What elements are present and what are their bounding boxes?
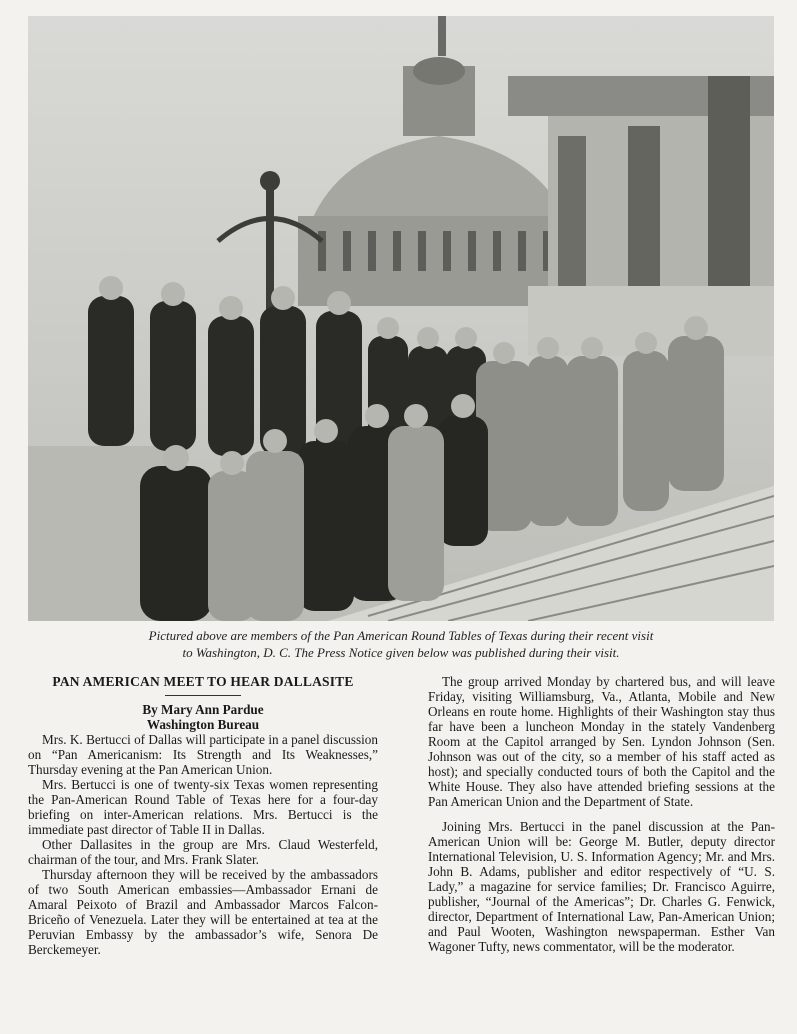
headline-divider <box>165 695 241 696</box>
photo-capitol-group <box>28 16 774 621</box>
article-left-column <box>28 674 378 957</box>
caption-line-2: to Washington, D. C. The Press Notice given below was published during their visit. <box>182 645 620 660</box>
photo-caption <box>28 627 774 661</box>
article-headline: PAN AMERICAN MEET TO HEAR DALLASITE <box>52 674 354 689</box>
paragraph: Other Dallasites in the group are Mrs. Claud Westerfeld, chairman of the tour, and Mrs. Frank Slater. <box>28 837 378 867</box>
caption-line-1: Pictured above are members of the Pan American Round Tables of Texas during their recent visit <box>148 628 654 643</box>
paragraph: Mrs. Bertucci is one of twenty-six Texas women representing the Pan-American Round Table of Texas here for a four-day briefing on inter-American relations. Mrs. Bertucci is the immediate past director of Table II in Dallas. <box>28 777 378 837</box>
photo-of-women-on-capitol-steps-icon <box>28 16 774 621</box>
byline-name: By Mary Ann Pardue <box>142 702 264 717</box>
byline-bureau: Washington Bureau <box>146 717 260 732</box>
article-right-column <box>428 674 775 954</box>
paragraph: Thursday afternoon they will be received by the ambassadors of two South American embassies—Ambassador Ernani de Amaral Peixoto of Brazil and Ambassador Marcos Falcon-Briceño of Venezuela. Later they will be entertained at tea at the Peruvian Embassy by the ambassador’s wife, Senora De Berckemeyer. <box>28 867 378 957</box>
paragraph: Joining Mrs. Bertucci in the panel discussion at the Pan-American Union will be: George M. Butler, deputy director International Television, U. S. Information Agency; Mr. and Mrs. John B. Adams, publisher and editor respectively of “U. S. Lady,” a magazine for service families; Dr. Francisco Aguirre, publisher, “Journal of the Americas”; Dr. Charles G. Fenwick, director, Department of International Law, Pan-American Union; and Paul Wooten, Washington newspaperman. Esther Van Wagoner Tufty, news commentator, will be the moderator. <box>428 819 775 954</box>
paragraph: Mrs. K. Bertucci of Dallas will participate in a panel discussion on “Pan Americanism: Its Strength and Its Weaknesses,” Thursday evening at the Pan American Union. <box>28 732 378 777</box>
paragraph: The group arrived Monday by chartered bus, and will leave Friday, visiting Williamsburg, Va., Atlanta, Mobile and New Orleans en route home. Highlights of their Washington stay thus far have been a luncheon Monday in the stately Vandenberg Room at the Capitol arranged by Sen. Lyndon Johnson (Sen. Johnson was out of the city, so a member of his staff acted as host); and specially conducted tours of both the Capitol and the White House. They also have attended briefing sessions at the Pan American Union and the Department of State. <box>428 674 775 809</box>
